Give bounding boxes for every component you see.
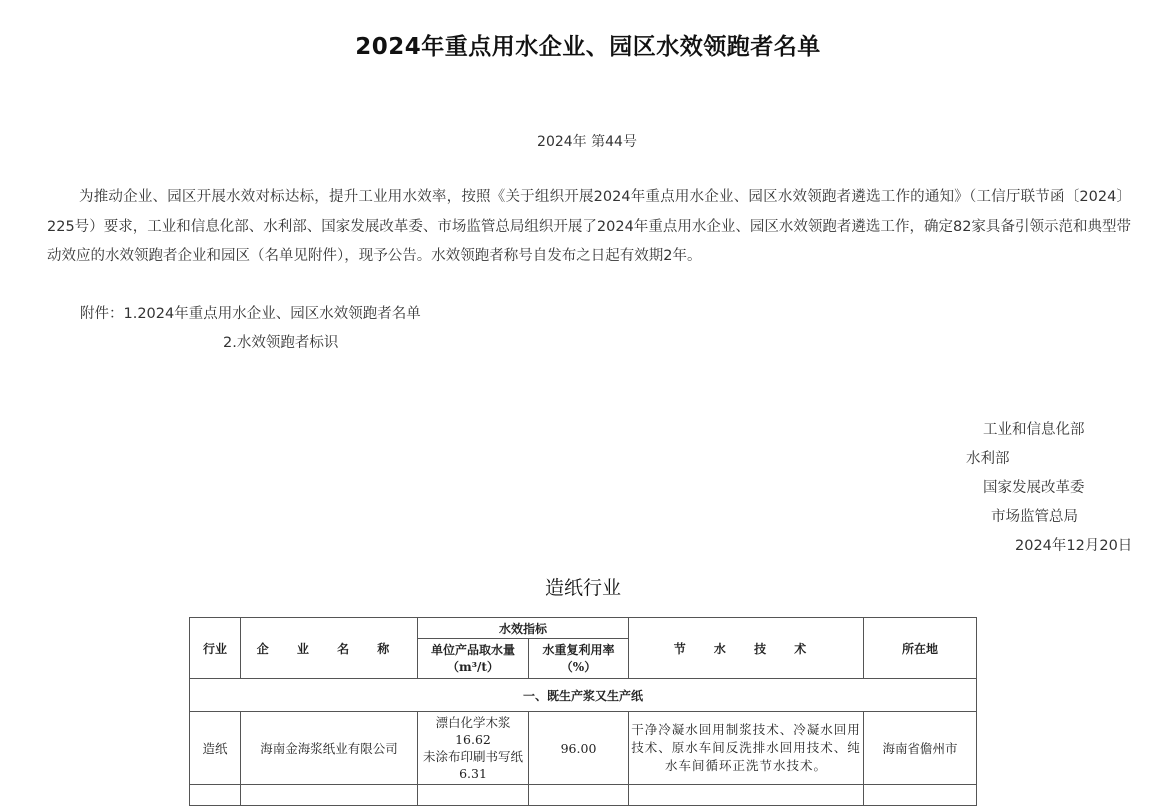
intake-line: 16.62 bbox=[455, 732, 491, 747]
signatory-mwr: 水利部 bbox=[966, 451, 1010, 467]
header-unit-intake-label: 单位产品取水量 bbox=[430, 642, 515, 657]
header-reuse-rate bbox=[529, 639, 629, 679]
header-reuse-rate-label: 水重复利用率 bbox=[542, 642, 615, 657]
signatory-samr: 市场监管总局 bbox=[991, 509, 1078, 525]
cell-industry: 造纸 bbox=[190, 712, 241, 785]
cell-reuse-rate: 96.00 bbox=[529, 712, 629, 785]
intake-line: 未涂布印刷书写纸 bbox=[422, 749, 523, 764]
header-location: 所在地 bbox=[864, 618, 977, 679]
header-reuse-rate-unit: （%） bbox=[560, 659, 597, 674]
page-title: 2024年重点用水企业、园区水效领跑者名单 bbox=[355, 34, 821, 60]
leader-table bbox=[189, 617, 977, 806]
attachment-link-2[interactable]: 2.水效领跑者标识 bbox=[223, 335, 339, 351]
signatory-ndrc: 国家发展改革委 bbox=[983, 480, 1085, 496]
intake-line: 6.31 bbox=[459, 766, 487, 781]
table-row bbox=[190, 785, 977, 806]
intake-line: 漂白化学木浆 bbox=[435, 715, 511, 730]
attachment-link-1[interactable]: 附件：1.2024年重点用水企业、园区水效领跑者名单 bbox=[80, 306, 421, 322]
header-efficiency: 水效指标 bbox=[418, 618, 629, 639]
cell-technology: 干净冷凝水回用制浆技术、冷凝水回用技术、原水车间反洗排水回用技术、纯水车间循环正洗节水技术。 bbox=[629, 712, 864, 785]
cell-company: 海南金海浆纸业有限公司 bbox=[241, 712, 418, 785]
header-unit-intake bbox=[418, 639, 529, 679]
table-row bbox=[190, 712, 977, 785]
cell-unit-intake bbox=[418, 712, 529, 785]
signatory-miit: 工业和信息化部 bbox=[983, 422, 1085, 438]
header-company: 企 业 名 称 bbox=[241, 618, 418, 679]
announcement-body: 为推动企业、园区开展水效对标达标，提升工业用水效率，按照《关于组织开展2024年重点用水企业、园区水效领跑者遴选工作的通知》（工信厅联节函〔2024〕225号）要求，工业和信息化部、水利部、国家发展改革委、市场监管总局组织开展了2024年重点用水企业、园区水效领跑者遴选工作，确定82家具备引领示范和典型带动效应的水效领跑者企业和园区（名单见附件），现予公告。水效领跑者称号自发布之日起有效期2年。 bbox=[47, 189, 1131, 264]
header-unit-intake-unit: （m³/t） bbox=[447, 659, 499, 674]
header-technology: 节 水 技 术 bbox=[629, 618, 864, 679]
cell-location: 海南省儋州市 bbox=[864, 712, 977, 785]
header-industry: 行业 bbox=[190, 618, 241, 679]
document-number: 2024年 第44号 bbox=[537, 134, 637, 150]
signature-date: 2024年12月20日 bbox=[1015, 538, 1133, 554]
section-title: 造纸行业 bbox=[544, 577, 621, 599]
table-section-label: 一、既生产浆又生产纸 bbox=[190, 679, 977, 712]
